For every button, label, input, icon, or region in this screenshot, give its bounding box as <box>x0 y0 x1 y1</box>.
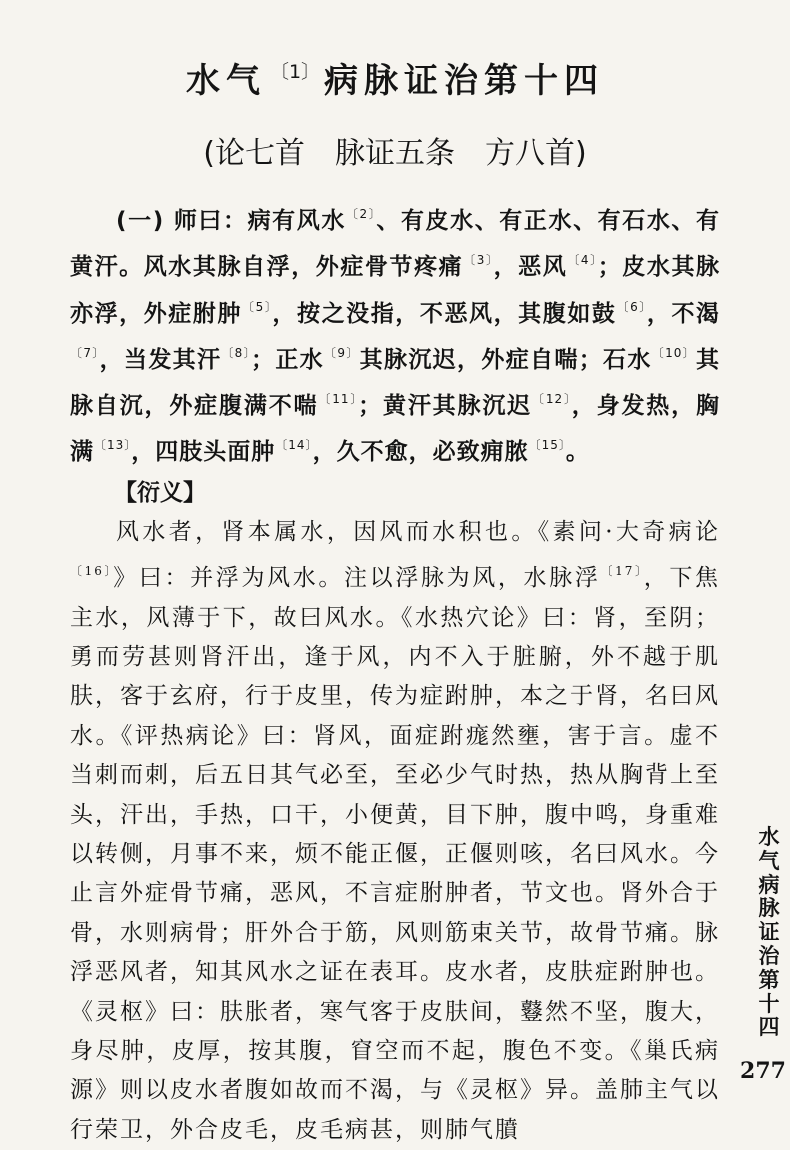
clause-text <box>70 208 720 465</box>
footnote-marker: 〔8〕 <box>221 345 251 360</box>
text-run: ，身发热，胸满 <box>70 393 720 466</box>
footnote-marker: 〔17〕 <box>600 564 644 579</box>
footnote-marker: 〔16〕 <box>70 564 114 579</box>
chapter-title-rest: 病脉证治第十四 <box>324 61 605 101</box>
footnote-marker: 〔9〕 <box>324 345 360 360</box>
commentary-paragraph <box>70 513 720 1150</box>
clause-paragraph <box>70 195 720 473</box>
chapter-title-main: 水气 <box>185 61 266 101</box>
text-run: 、有皮水、有正水、有石水、有黄汗。风水其脉自浮，外症骨节疼痛 <box>70 208 721 281</box>
text-run: ，按之没指，不恶风，其腹如鼓 <box>272 300 617 327</box>
text-run: ；正水 <box>251 346 325 373</box>
text-run: 。 <box>565 439 590 466</box>
commentary-heading: 【衍义】 <box>114 479 206 506</box>
footnote-marker: 〔4〕 <box>567 253 598 268</box>
footnote-marker: 〔12〕 <box>532 392 572 407</box>
text-run: 其脉自沉，外症腹满不喘 <box>70 346 721 420</box>
clause-number: (一) <box>116 208 174 234</box>
text-run: ，下焦主水，风薄于下，故曰风水。《水热穴论》曰：肾，至阴；勇而劳甚则肾汗出，逢于风，内不入于脏腑，外不越于肌肤，客于玄府，行于皮里，传为症跗肿，本之于肾，名曰风水。《评热病论》曰：肾风，面症跗痝然壅，害于言。虚不当刺而刺，后五日其气必至，至必少气时热，热从胸背上至头，汗出，手热，口干，小便黄，目下肿，腹中鸣，身重难以转侧，月事不来，烦不能正偃，正偃则咳，名曰风水。今止言外症骨节痛，恶风，不言症胕肿者，节文也。肾外合于骨，水则病骨；肝外合于筋，风则筋束关节，故骨节痛。脉浮恶风者，知其风水之证在表耳。皮水者，皮肤症跗肿也。《灵枢》曰：肤胀者，寒气客于皮肤间，鼟然不坚，腹大，身尽肿，皮厚，按其腹，窅空而不起，腹色不变。《巢氏病源》则以皮水者腹如故而不渴，与《灵枢》异。盖肺主气以行荣卫，外合皮毛，皮毛病甚，则肺气膹 <box>70 565 721 1143</box>
body-text <box>70 195 720 1150</box>
text-run: 风水者，肾本属水，因风而水积也。《素问·大奇病论 <box>116 518 720 545</box>
running-side-title: 水 气 病 脉 证 治 第 十 四 <box>758 825 780 1040</box>
chapter-title <box>0 42 790 111</box>
chapter-title-note: 〔1〕 <box>269 61 321 83</box>
footnote-marker: 〔13〕 <box>94 438 132 453</box>
footnote-marker: 〔3〕 <box>463 253 494 268</box>
footnote-marker: 〔2〕 <box>345 207 377 221</box>
text-run: 》曰：并浮为风水。注以浮脉为风，水脉浮 <box>113 565 601 592</box>
commentary-text <box>70 519 720 1143</box>
text-run: ，当发其汗 <box>99 346 222 373</box>
page-number: 277 <box>740 1058 786 1084</box>
text-run: ，久不愈，必致痈脓 <box>312 439 529 466</box>
text-run: ，四肢头面肿 <box>131 439 276 466</box>
text-run: 其脉沉迟，外症自喘；石水 <box>359 346 652 373</box>
footnote-marker: 〔15〕 <box>528 438 566 453</box>
footnote-marker: 〔6〕 <box>616 299 647 314</box>
text-run: 师曰：病有风水 <box>173 208 346 234</box>
text-run: ；皮水其脉亦浮，外症胕肿 <box>70 254 721 327</box>
text-run: ；黄汗其脉沉迟 <box>358 393 533 420</box>
footnote-marker: 〔10〕 <box>651 345 697 360</box>
footnote-marker: 〔7〕 <box>70 345 100 360</box>
text-run: ，恶风 <box>493 254 568 281</box>
chapter-subtitle: (论七首 脉证五条 方八首) <box>203 136 587 171</box>
footnote-marker: 〔5〕 <box>242 299 273 314</box>
footnote-marker: 〔11〕 <box>318 392 359 407</box>
text-run: ，不渴 <box>646 300 721 327</box>
footnote-marker: 〔14〕 <box>275 438 313 453</box>
